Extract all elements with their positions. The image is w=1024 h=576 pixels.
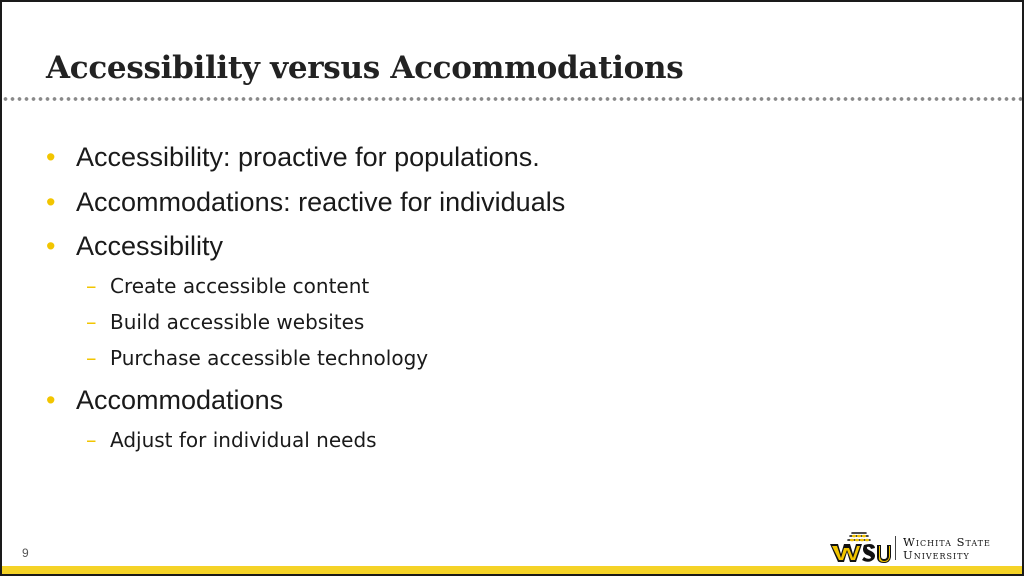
sub-bullet-text: Create accessible content (110, 274, 370, 298)
bullet-dot-icon: • (46, 385, 56, 415)
logo-text-line1: Wichita State (903, 535, 991, 549)
bullet-text: Accessibility (76, 231, 224, 261)
bullet-text: Accessibility: proactive for populations. (76, 142, 540, 172)
bullet-text: Accommodations (76, 385, 284, 415)
bullet-dot-icon: • (46, 187, 56, 217)
logo-text-line2: University (903, 548, 970, 562)
university-logo (828, 530, 1014, 566)
dash-icon: – (86, 274, 97, 298)
sub-bullet-text: Adjust for individual needs (110, 428, 377, 452)
bullet-dot-icon: • (46, 142, 56, 172)
sub-bullet-text: Purchase accessible technology (110, 346, 429, 370)
bullet-text: Accommodations: reactive for individuals (76, 187, 566, 217)
dash-icon: – (86, 346, 97, 370)
dash-icon: – (86, 428, 97, 452)
slide-number: 9 (22, 546, 29, 560)
wsu-shocker-wheat-icon (828, 530, 892, 566)
slide-title: Accessibility versus Accommodations (46, 50, 684, 86)
bullet-list (2, 2, 1022, 522)
logo-divider (895, 536, 896, 560)
bottom-accent-bar (2, 566, 1022, 574)
dash-icon: – (86, 310, 97, 334)
sub-bullet-text: Build accessible websites (110, 310, 365, 334)
bullet-dot-icon: • (46, 231, 56, 261)
